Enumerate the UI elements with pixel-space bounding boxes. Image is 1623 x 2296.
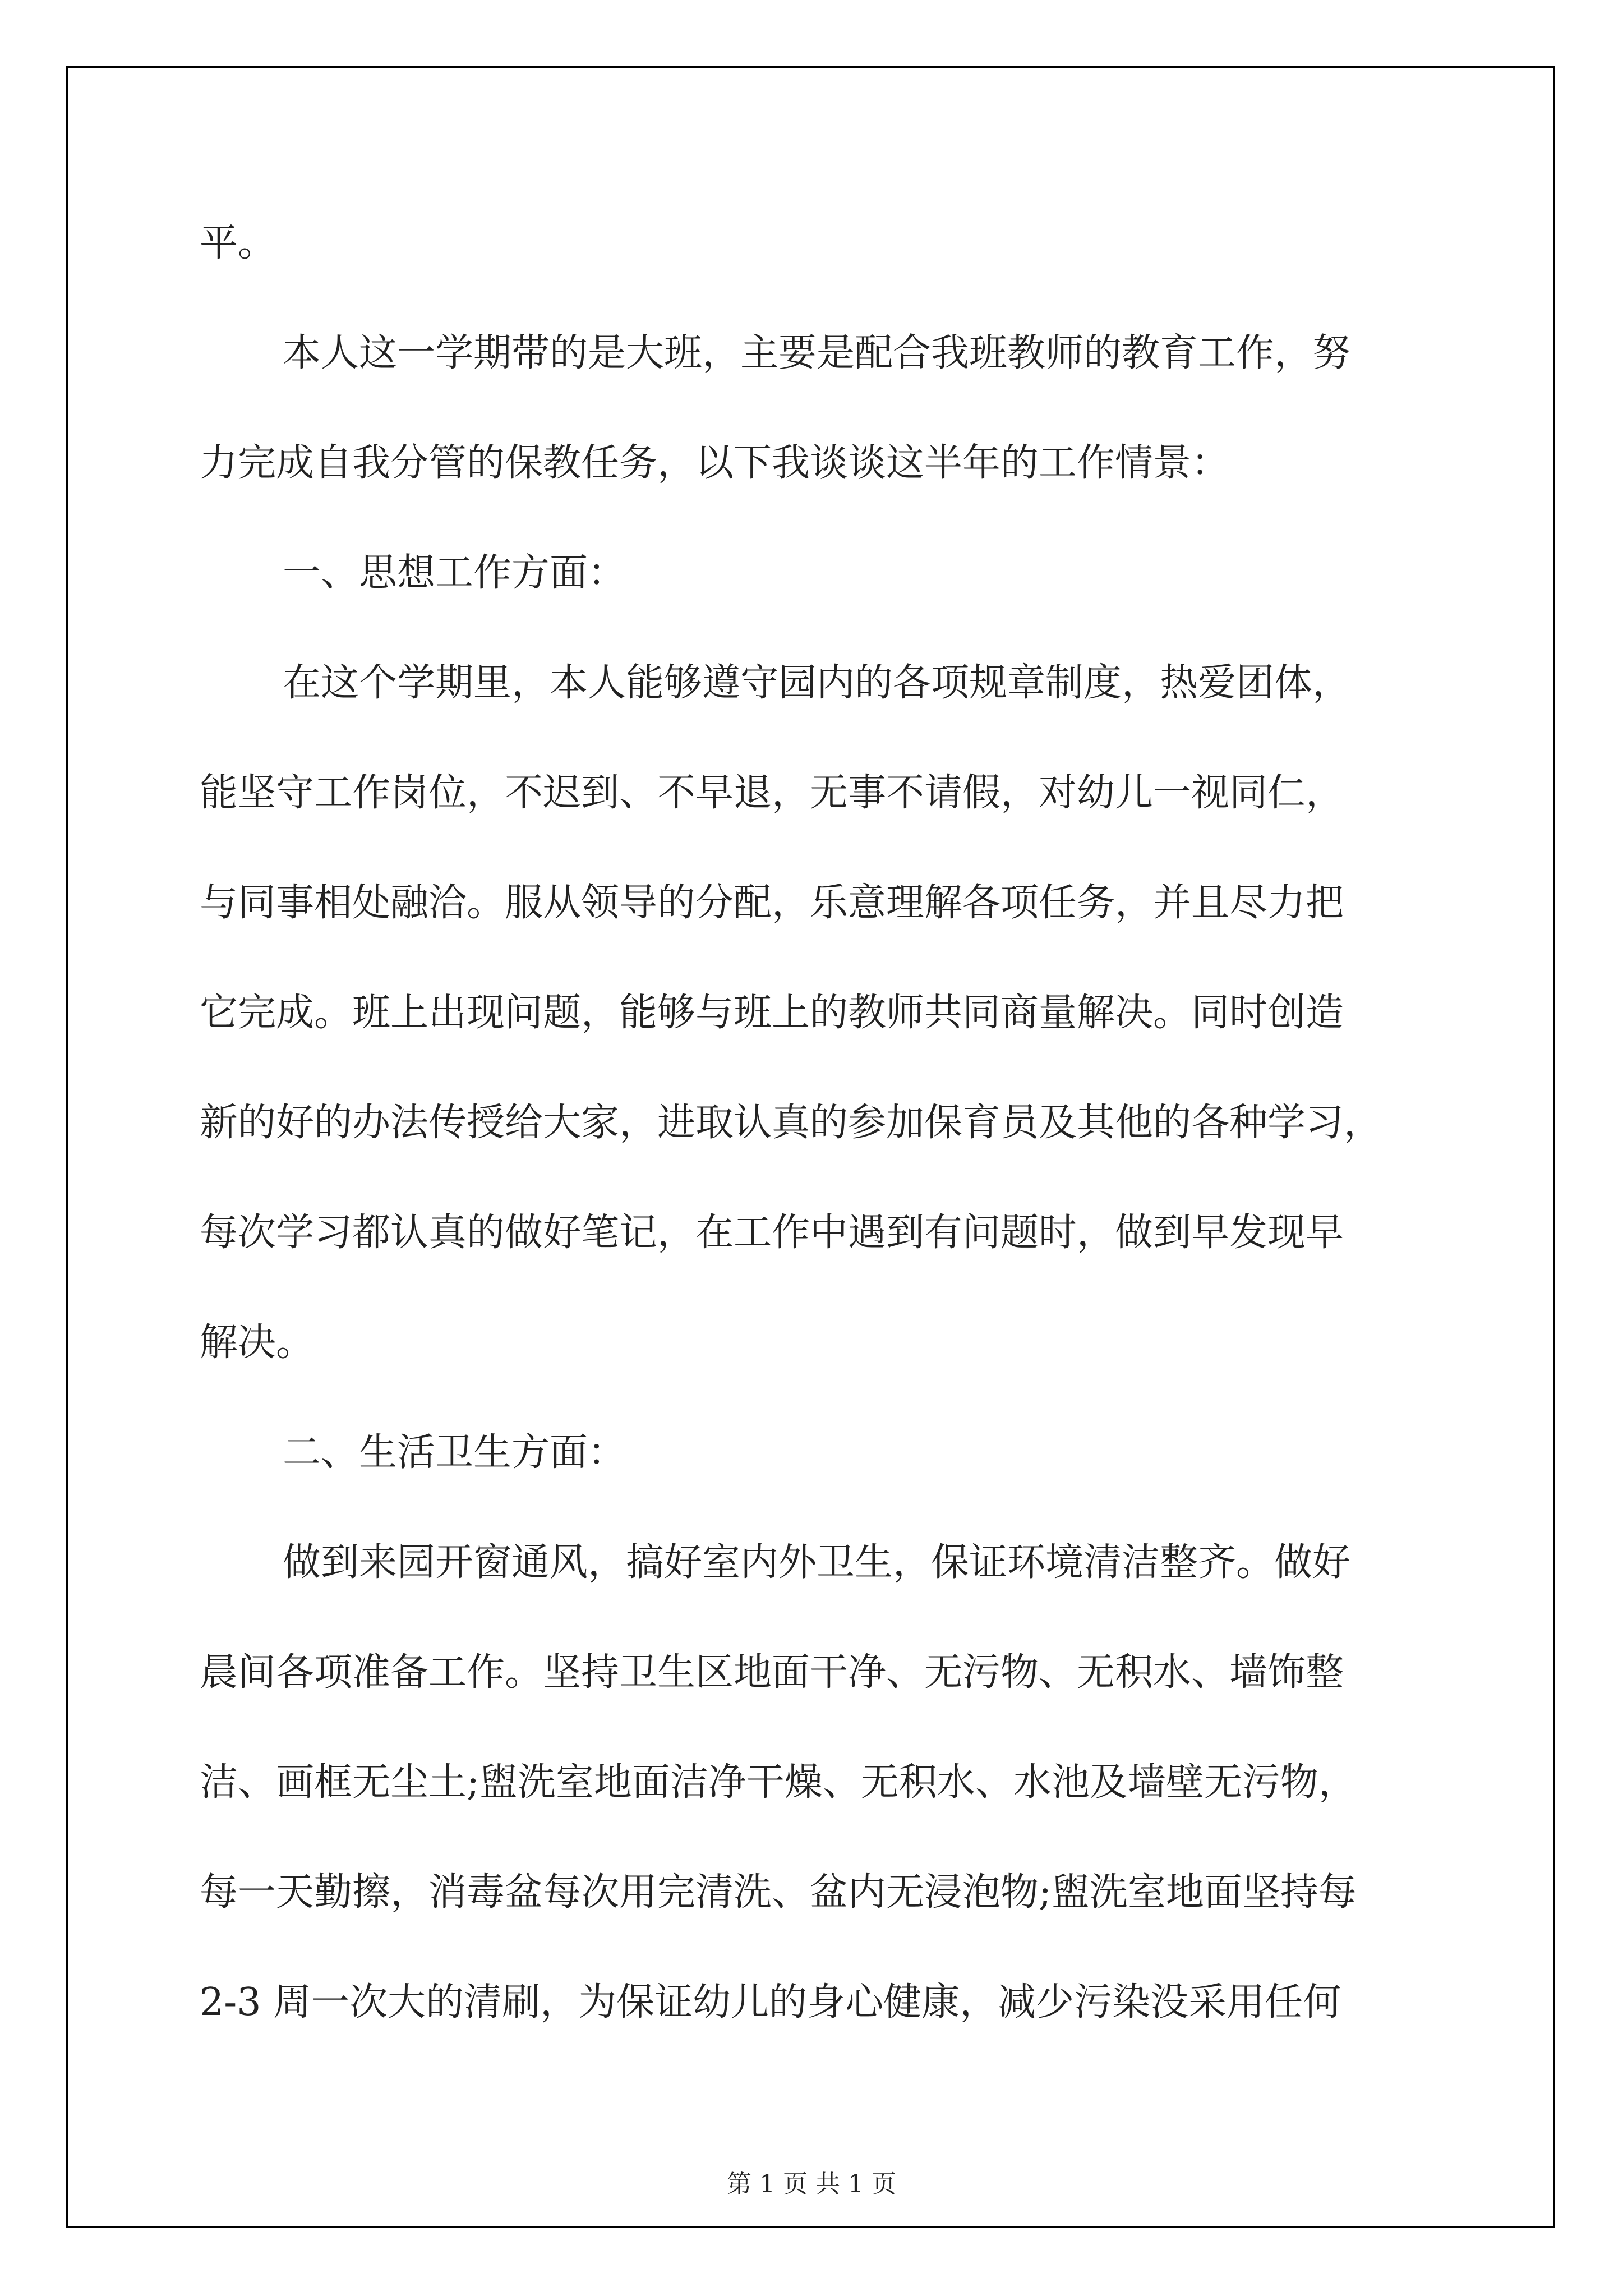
text-line: 每一天勤擦，消毒盆每次用完清洗、盆内无浸泡物;盥洗室地面坚持每: [200, 1870, 1357, 1915]
text-line: 能坚守工作岗位，不迟到、不早退，无事不请假，对幼儿一视同仁，: [200, 771, 1344, 815]
text-line: 2-3 周一次大的清刷，为保证幼儿的身心健康，减少污染没采用任何: [200, 1980, 1341, 2024]
text-line: 每次学习都认真的做好笔记，在工作中遇到有问题时，做到早发现早: [200, 1211, 1344, 1255]
text-line: 新的好的办法传授给大家，进取认真的参加保育员及其他的各种学习，: [200, 1101, 1382, 1145]
text-line: 平。: [200, 221, 276, 265]
page-number-footer: 第 1 页 共 1 页: [727, 2170, 896, 2198]
paragraph-first-line: 做到来园开窗通风，搞好室内外卫生，保证环境清洁整齐。做好: [283, 1540, 1351, 1585]
text-line: 力完成自我分管的保教任务，以下我谈谈这半年的工作情景：: [200, 441, 1230, 485]
text-line: 与同事相处融洽。服从领导的分配，乐意理解各项任务，并且尽力把: [200, 881, 1344, 925]
text-line: 解决。: [200, 1320, 315, 1365]
paragraph-first-line: 在这个学期里，本人能够遵守园内的各项规章制度，热爱团体，: [283, 661, 1351, 705]
section-heading: 一、思想工作方面：: [283, 551, 626, 595]
section-heading: 二、生活卫生方面：: [283, 1430, 626, 1475]
text-line: 它完成。班上出现问题，能够与班上的教师共同商量解决。同时创造: [200, 991, 1344, 1035]
paragraph-first-line: 本人这一学期带的是大班，主要是配合我班教师的教育工作，努: [283, 331, 1351, 375]
text-line: 晨间各项准备工作。坚持卫生区地面干净、无污物、无积水、墙饰整: [200, 1650, 1344, 1695]
text-line: 洁、画框无尘土;盥洗室地面洁净干燥、无积水、水池及墙壁无污物，: [200, 1760, 1357, 1805]
